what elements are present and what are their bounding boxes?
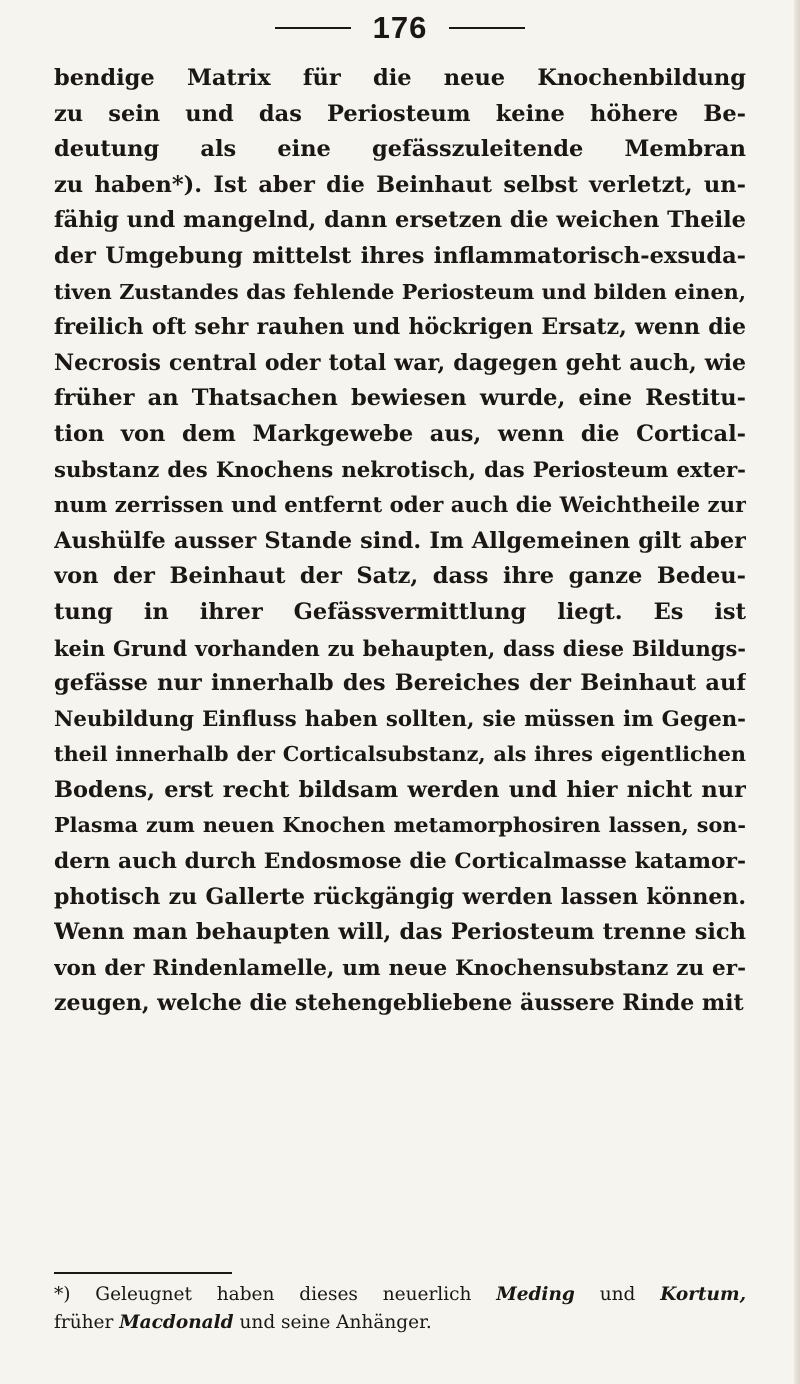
text-line-5: fähig und mangelnd, dann ersetzen die weichen Theile — [54, 207, 746, 234]
footnote-line-2 — [54, 1309, 746, 1337]
footnote-author-kortum: Kortum, — [660, 1284, 746, 1305]
text-line-9: Necrosis central oder total war, dagegen geht auch, wie — [54, 349, 746, 376]
text-line-1: bendige Matrix für die neue Knochenbildung — [54, 65, 746, 91]
footnote-separator — [54, 1272, 232, 1274]
text-line-13: num zerrissen und entfernt oder auch die Weichtheile zur — [54, 493, 746, 519]
text-line-15: von der Beinhaut der Satz, dass ihre ganze Bedeu- — [54, 563, 746, 590]
text-line-20: theil innerhalb der Corticalsubstanz, als ihres eigentlichen — [54, 742, 746, 767]
text-line-18: gefässe nur innerhalb des Bereiches der Beinhaut auf — [54, 670, 746, 697]
text-line-6: der Umgebung mittelst ihres inflammatorisch-exsuda- — [54, 242, 746, 269]
text-line-16: tung in ihrer Gefässvermittlung liegt. Es ist — [54, 598, 746, 625]
footnote-author-meding: Meding — [496, 1284, 575, 1305]
footnote-author-macdonald: Macdonald — [119, 1312, 234, 1333]
text-line-14: Aushülfe ausser Stande sind. Im Allgemeinen gilt aber — [54, 527, 746, 554]
text-line-26: von der Rindenlamelle, um neue Knochensubstanz zu er- — [54, 955, 746, 981]
header-rule-left — [275, 27, 351, 29]
footnote-conjunction: und — [599, 1284, 636, 1305]
page-header — [0, 8, 800, 48]
text-line-27: zeugen, welche die stehengebliebene äussere Rinde mit — [54, 990, 744, 1017]
text-line-12: substanz des Knochens nekrotisch, das Periosteum exter- — [54, 457, 746, 483]
text-line-19: Neubildung Einfluss haben sollten, sie müssen im Gegen- — [54, 706, 746, 732]
text-line-3: deutung als eine gefässzuleitende Membran — [54, 136, 746, 163]
text-line-4: zu haben*). Ist aber die Beinhaut selbst verletzt, un- — [54, 171, 746, 198]
text-line-21: Bodens, erst recht bildsam werden und hier nicht nur — [54, 776, 746, 803]
text-line-11: tion von dem Markgewebe aus, wenn die Cortical- — [54, 420, 746, 447]
text-line-25: Wenn man behaupten will, das Periosteum trenne sich — [54, 919, 746, 946]
footnote-text-earlier: früher — [54, 1312, 114, 1333]
text-line-24: photisch zu Gallerte rückgängig werden lassen können. — [54, 883, 746, 910]
text-line-23: dern auch durch Endosmose die Corticalmasse katamor- — [54, 849, 746, 875]
body-text — [54, 61, 746, 1022]
text-line-17: kein Grund vorhanden zu behaupten, dass diese Bildungs- — [54, 635, 746, 661]
footnote-text-end: und seine Anhänger. — [239, 1312, 432, 1333]
footnote-text-start: *) Geleugnet haben dieses neuerlich — [54, 1284, 472, 1305]
page-edge — [794, 0, 800, 1384]
text-line-7: tiven Zustandes das fehlende Periosteum und bilden einen, — [54, 279, 746, 304]
header-rule-right — [449, 27, 525, 29]
page-number: 176 — [372, 10, 428, 45]
footnote-line-1 — [54, 1281, 746, 1309]
text-line-22: Plasma zum neuen Knochen metamorphosiren lassen, son- — [54, 813, 746, 838]
text-line-10: früher an Thatsachen bewiesen wurde, eine Restitu- — [54, 385, 746, 412]
text-line-8: freilich oft sehr rauhen und höckrigen Ersatz, wenn die — [54, 314, 746, 341]
footnote — [54, 1281, 746, 1337]
text-line-2: zu sein und das Periosteum keine höhere Be- — [54, 100, 746, 127]
